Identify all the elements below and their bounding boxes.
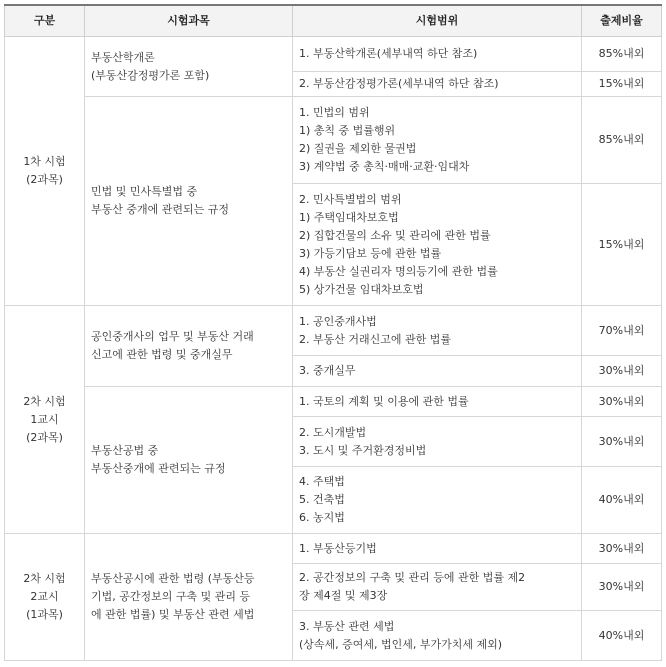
header-row bbox=[5, 5, 662, 37]
scope-cell: 3. 부동산 관련 세법 (상속세, 증여세, 법인세, 부가가치세 제외) bbox=[293, 611, 582, 661]
subject-cell: 민법 및 민사특별법 중 부동산 중개에 관련되는 규정 bbox=[85, 97, 293, 306]
ratio-cell: 30%내외 bbox=[582, 387, 662, 417]
ratio-cell: 15%내외 bbox=[582, 72, 662, 97]
header-scope: 시험범위 bbox=[293, 5, 582, 37]
scope-cell: 1. 국토의 계획 및 이용에 관한 법률 bbox=[293, 387, 582, 417]
table-row bbox=[5, 534, 662, 564]
ratio-cell: 30%내외 bbox=[582, 356, 662, 387]
table-row bbox=[5, 387, 662, 417]
division-cell-exam1: 1차 시험 (2과목) bbox=[5, 37, 85, 306]
scope-cell: 4. 주택법 5. 건축법 6. 농지법 bbox=[293, 467, 582, 534]
division-cell-exam2-period1: 2차 시험 1교시 (2과목) bbox=[5, 306, 85, 534]
scope-cell: 2. 민사특별법의 범위 1) 주택임대차보호법 2) 집합건물의 소유 및 관리에 관한 법률 3) 가등기담보 등에 관한 법률 4) 부동산 실권리자 명의등기에 관한 법률 5) 상가건물 임대차보호법 bbox=[293, 184, 582, 306]
ratio-cell: 30%내외 bbox=[582, 417, 662, 467]
scope-cell: 1. 부동산등기법 bbox=[293, 534, 582, 564]
ratio-cell: 15%내외 bbox=[582, 184, 662, 306]
table-row bbox=[5, 97, 662, 184]
ratio-cell: 30%내외 bbox=[582, 564, 662, 611]
scope-cell: 3. 중개실무 bbox=[293, 356, 582, 387]
table-row bbox=[5, 306, 662, 356]
subject-cell: 부동산공법 중 부동산중개에 관련되는 규정 bbox=[85, 387, 293, 534]
header-division: 구분 bbox=[5, 5, 85, 37]
subject-cell: 공인중개사의 업무 및 부동산 거래 신고에 관한 법령 및 중개실무 bbox=[85, 306, 293, 387]
subject-cell: 부동산공시에 관한 법령 (부동산등 기법, 공간정보의 구축 및 관리 등 에 관한 법률) 및 부동산 관련 세법 bbox=[85, 534, 293, 661]
ratio-cell: 70%내외 bbox=[582, 306, 662, 356]
header-ratio: 출제비율 bbox=[582, 5, 662, 37]
ratio-cell: 30%내외 bbox=[582, 534, 662, 564]
subject-cell: 부동산학개론 (부동산감정평가론 포함) bbox=[85, 37, 293, 97]
ratio-cell: 85%내외 bbox=[582, 37, 662, 72]
scope-cell: 2. 공간정보의 구축 및 관리 등에 관한 법률 제2 장 제4절 및 제3장 bbox=[293, 564, 582, 611]
ratio-cell: 85%내외 bbox=[582, 97, 662, 184]
table-row bbox=[5, 37, 662, 72]
ratio-cell: 40%내외 bbox=[582, 467, 662, 534]
scope-cell: 1. 공인중개사법 2. 부동산 거래신고에 관한 법률 bbox=[293, 306, 582, 356]
scope-cell: 2. 부동산감정평가론(세부내역 하단 참조) bbox=[293, 72, 582, 97]
scope-cell: 1. 민법의 범위 1) 총칙 중 법률행위 2) 질권을 제외한 물권법 3) 계약법 중 총칙·매매·교환·임대차 bbox=[293, 97, 582, 184]
scope-cell: 1. 부동산학개론(세부내역 하단 참조) bbox=[293, 37, 582, 72]
scope-cell: 2. 도시개발법 3. 도시 및 주거환경정비법 bbox=[293, 417, 582, 467]
exam-subjects-table bbox=[4, 4, 662, 661]
header-subject: 시험과목 bbox=[85, 5, 293, 37]
division-cell-exam2-period2: 2차 시험 2교시 (1과목) bbox=[5, 534, 85, 661]
ratio-cell: 40%내외 bbox=[582, 611, 662, 661]
